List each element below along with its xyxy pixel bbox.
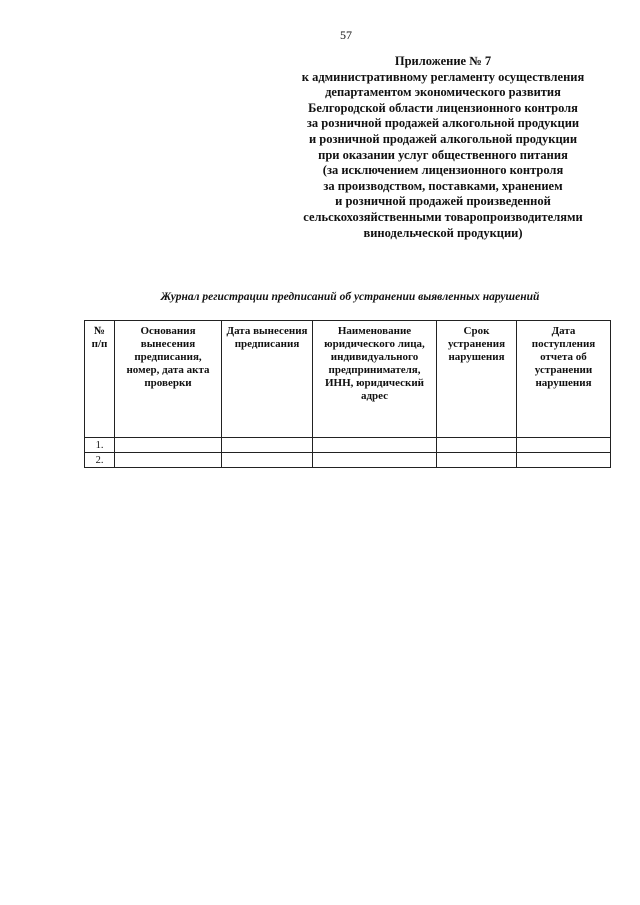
appendix-line: за розничной продажей алкогольной продукции	[306, 116, 580, 131]
table-cell	[115, 438, 222, 453]
appendix-line: винодельческой продукции)	[363, 225, 523, 240]
table-cell	[517, 453, 611, 468]
table-cell	[517, 438, 611, 453]
column-header-entity-name: Наименование юридического лица, индивидуального предпринимателя, ИНН, юридический адрес	[313, 321, 437, 438]
journal-title: Журнал регистрации предписаний об устранении выявленных нарушений	[160, 291, 540, 303]
table-header-row	[85, 321, 611, 438]
appendix-line: за производством, поставками, хранением	[323, 178, 563, 193]
appendix-title: Приложение № 7	[394, 54, 492, 68]
table-cell	[222, 438, 313, 453]
table-cell	[313, 438, 437, 453]
appendix-line: и розничной продажей произведенной	[335, 194, 551, 209]
column-header-number: № п/п	[85, 321, 115, 438]
register-table	[84, 320, 611, 468]
appendix-line: (за исключением лицензионного контроля	[322, 163, 564, 178]
appendix-line: и розничной продажей алкогольной продукции	[308, 131, 578, 146]
appendix-header	[262, 54, 624, 241]
table-row	[85, 453, 611, 468]
table-cell	[437, 453, 517, 468]
column-header-deadline: Срок устранения нарушения	[437, 321, 517, 438]
column-header-report-date: Дата поступления отчета об устранении нарушения	[517, 321, 611, 438]
table-cell	[222, 453, 313, 468]
appendix-line: Белгородской области лицензионного контроля	[308, 100, 578, 115]
table-row	[85, 438, 611, 453]
column-header-issue-date: Дата вынесения предписания	[222, 321, 313, 438]
table-cell	[437, 438, 517, 453]
table-cell	[313, 453, 437, 468]
table-cell	[115, 453, 222, 468]
appendix-line: департаментом экономического развития	[325, 85, 561, 100]
column-header-grounds: Основания вынесения предписания, номер, дата акта проверки	[115, 321, 222, 438]
appendix-line: при оказании услуг общественного питания	[318, 147, 568, 162]
appendix-line: сельскохозяйственными товаропроизводителями	[303, 209, 583, 224]
appendix-line: к административному регламенту осуществления	[301, 69, 585, 84]
row-number-cell: 1.	[85, 438, 115, 453]
row-number-cell: 2.	[85, 453, 115, 468]
page-number: 57	[340, 28, 352, 42]
